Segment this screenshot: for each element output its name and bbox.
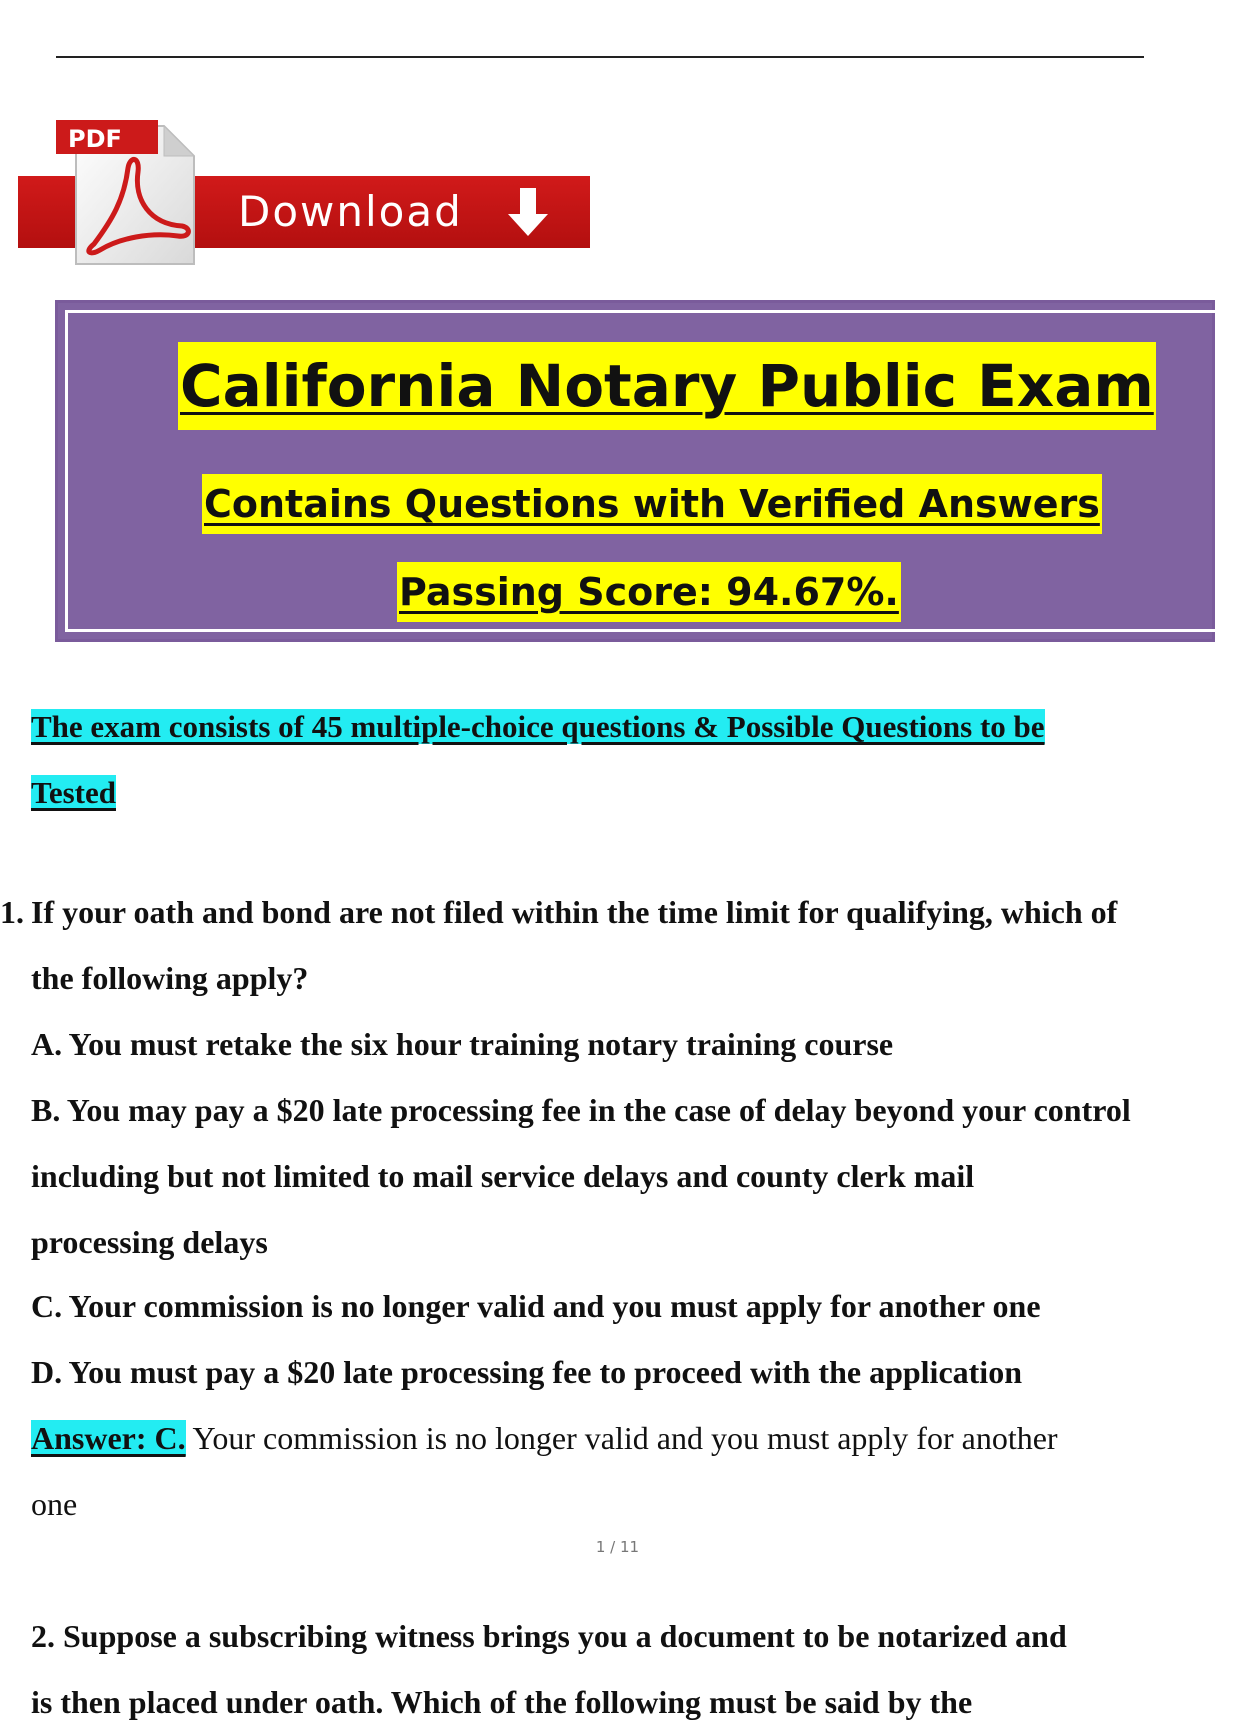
question-1-text-line-2: the following apply?	[31, 960, 309, 996]
question-1-option-b-line-3: processing delays	[31, 1224, 268, 1260]
intro-line-2: Tested	[31, 775, 116, 810]
question-1-number: 1.	[0, 894, 24, 930]
question-1-option-a: A. You must retake the six hour training notary training course	[31, 1026, 894, 1062]
exam-title: California Notary Public Exam	[178, 342, 1156, 430]
answer-text-line-2: one	[31, 1486, 78, 1522]
pdf-badge-text: PDF	[68, 125, 122, 153]
question-1-text-line-1: If your oath and bond are not filed within the time limit for qualifying, which of	[31, 894, 1118, 930]
pdf-download-button[interactable]	[18, 120, 590, 268]
pdf-file-icon	[54, 120, 196, 268]
passing-score: Passing Score: 94.67%.	[397, 562, 901, 622]
question-1-option-d: D. You must pay a $20 late processing fee to proceed with the application	[31, 1354, 1022, 1390]
page-indicator: 1 / 11	[595, 1538, 640, 1556]
exam-subtitle: Contains Questions with Verified Answers	[202, 474, 1102, 534]
question-2-text-line-2: is then placed under oath. Which of the following must be said by the	[31, 1684, 973, 1720]
question-1-option-b-line-1: B. You may pay a $20 late processing fee in the case of delay beyond your control	[31, 1092, 1131, 1128]
download-arrow-icon	[498, 186, 558, 240]
answer-text-line-1: Your commission is no longer valid and you must apply for another	[185, 1420, 1058, 1456]
question-1-option-b-line-2: including but not limited to mail service delays and county clerk mail	[31, 1158, 975, 1194]
answer-label: Answer: C.	[31, 1420, 186, 1456]
question-2-text-line-1: 2. Suppose a subscribing witness brings you a document to be notarized and	[31, 1618, 1067, 1654]
intro-line-1: The exam consists of 45 multiple-choice questions & Possible Questions to be	[31, 709, 1045, 744]
download-label: Download	[238, 187, 463, 236]
top-rule	[56, 56, 1144, 58]
intro-paragraph	[31, 694, 1191, 826]
question-1-option-c: C. Your commission is no longer valid and you must apply for another one	[31, 1288, 1041, 1324]
question-1-answer	[31, 1420, 1058, 1457]
